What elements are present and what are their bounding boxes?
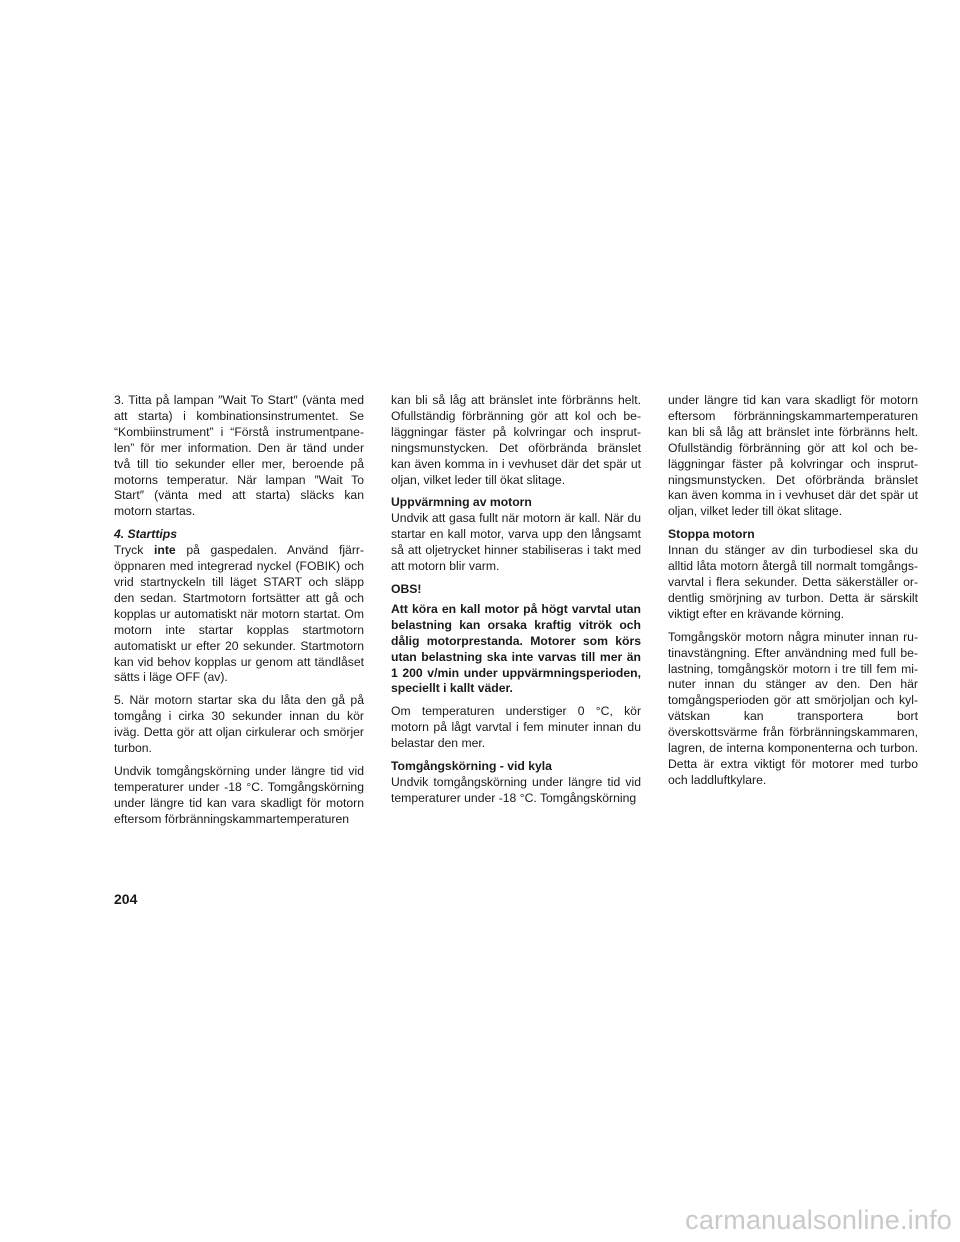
paragraph-idle-30-seconds: 5. När motorn startar ska du låta den gå på tomgång i cirka 30 sekunder innan du kör iväg. Detta gör att oljan cirkulerar och smörjer turbon.	[114, 693, 364, 756]
paragraph-below-zero: Om temperaturen understiger 0 °C, kör motorn på lågt varvtal i fem minuter innan du belastar den mer.	[391, 704, 641, 751]
text-column-1	[114, 393, 364, 835]
paragraph-idle-before-shutdown: Tomgångskör motorn några minuter innan rutinavstängning. Efter användning med full belastning, tomgångskör motorn i tre till fem minuter innan du stänger av den. Den här tomgångsperioden gör att smörjoljan och kylvätskan kan transportera bort överskottsvärme från förbränningskammaren, lagren, de interna komponenterna och turbon. Detta är extra viktigt för motorer med turbo och laddluftkylare.	[668, 629, 918, 787]
text-column-3	[668, 393, 918, 796]
cold-idling-text: Undvik tomgångskörning under längre tid vid temperaturer under -18 °C. Tomgångskörning	[391, 774, 641, 805]
watermark: carmanualsonline.info	[685, 1205, 952, 1235]
start-tips-text: på gaspedalen. Använd fjärröppnaren med integrerad nyckel (FOBIK) och vrid startnyckeln till läget START och släpp den sedan. Startmotorn fortsätter att gå och kopplas ur automatiskt när motorn startat. Om motorn inte startar kopplas startmotorn automatiskt ur efter 20 sekunder. Startmotorn kan vid behov kopplas ur genom att tändlåset sätts i läge OFF (av).	[114, 543, 364, 685]
start-tips-lead: Tryck	[114, 543, 154, 558]
text-column-2	[391, 393, 641, 814]
notice-heading: OBS!	[391, 581, 422, 596]
heading-engine-warmup: Uppvärmning av motorn	[391, 495, 532, 510]
heading-stop-engine: Stoppa motorn	[668, 527, 755, 542]
page-number: 204	[114, 891, 138, 907]
paragraph-wait-to-start: 3. Titta på lampan ″Wait To Start″ (vänta med att starta) i kombinationsinstrumentet. Se “Kombiinstrument” i “Förstå instrumentpanelen” för mer information. Den är tänd under två till tio sekunder eller mer, beroende på motorns temperatur. När lampan ″Wait To Start″ (vänta med att starta) släcks kan motorn startas.	[114, 393, 364, 519]
paragraph-incomplete-combustion-1: kan bli så låg att bränslet inte förbränns helt. Ofullständig förbränning gör att kol och beläggningar fäster på kolvringar och insprutningsmunstycken. Det oförbrända bränslet kan även komma in i vevhuset där det spär ut oljan, vilket leder till ökat slitage.	[391, 393, 641, 487]
notice-text: Att köra en kall motor på högt varvtal utan belastning kan orsaka kraftig vitrök och dålig motorprestanda. Motorer som körs utan belastning ska inte varvas till mer än 1 200 v/min under uppvärmningsperioden, speciellt i kallt väder.	[391, 601, 641, 696]
section-start-tips	[114, 527, 364, 686]
section-cold-idling	[391, 759, 641, 807]
engine-warmup-text: Undvik att gasa fullt när motorn är kall. När du startar en kall motor, varva upp den långsamt så att oljetrycket hinner stabiliseras i takt med att motorn blir varm.	[391, 511, 641, 574]
section-stop-engine	[668, 527, 918, 622]
paragraph-avoid-idling-1: Undvik tomgångskörning under längre tid vid temperaturer under -18 °C. Tomgångskörning under längre tid kan vara skadligt för motorn eftersom förbränningskammartemperaturen	[114, 763, 364, 826]
paragraph-incomplete-combustion-2: under längre tid kan vara skadligt för motorn eftersom förbränningskammartemperaturen kan bli så låg att bränslet inte förbränns helt. Ofullständig förbränning gör att kol och beläggningar fäster på kolvringar och insprutningsmunstycken. Det oförbrända bränslet kan även komma in i vevhuset där det spär ut oljan, vilket leder till ökat slitage.	[668, 393, 918, 519]
stop-engine-text: Innan du stänger av din turbodiesel ska du alltid låta motorn återgå till normalt tomgångsvarvtal i flera sekunder. Detta säkerställer ordentlig smörjning av turbon. Detta är särskilt viktigt efter en krävande körning.	[668, 543, 918, 621]
section-title-start-tips: 4. Starttips	[114, 527, 177, 542]
start-tips-emphasis: inte	[154, 543, 176, 558]
heading-cold-idling: Tomgångskörning - vid kyla	[391, 759, 552, 774]
section-engine-warmup	[391, 495, 641, 575]
